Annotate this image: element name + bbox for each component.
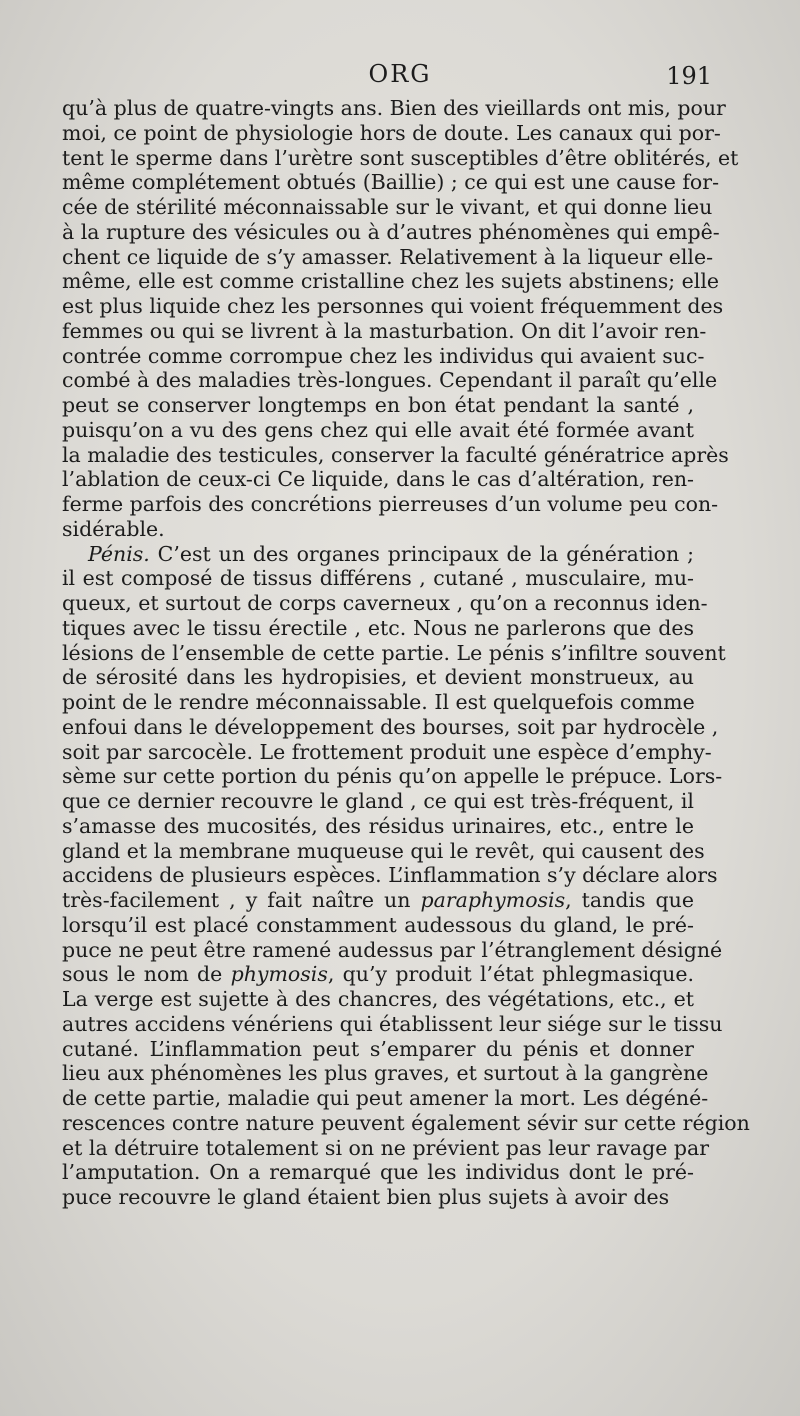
line-text: moi, ce point de physiologie hors de doute. Les canaux qui por- xyxy=(62,120,721,145)
text-line xyxy=(62,1061,709,1086)
text-line xyxy=(62,1135,710,1161)
line-text: autres accidens vénériens qui établissent leur siége sur le tissu xyxy=(62,1011,723,1036)
text-line xyxy=(62,318,707,344)
text-line xyxy=(62,442,729,468)
line-text: cutané. L’inflammation peut s’emparer du pénis et donner xyxy=(62,1036,694,1061)
line-text: La verge est sujette à des chancres, des végétations, etc., et xyxy=(62,987,694,1011)
running-head: ORG xyxy=(368,60,432,88)
text-line xyxy=(62,913,694,938)
text-line xyxy=(62,393,694,418)
text-line xyxy=(62,96,726,121)
text-line xyxy=(62,665,694,690)
italic-term: paraphymosis xyxy=(420,888,566,912)
line-text: sous le nom de xyxy=(62,962,231,987)
line-text: puce ne peut être ramené audessus par l’étranglement désigné xyxy=(62,937,723,962)
text-line xyxy=(62,863,718,888)
line-text: s’amasse des mucosités, des résidus urinaires, etc., entre le xyxy=(62,813,694,838)
text-line xyxy=(62,244,714,270)
line-text: il est composé de tissus différens , cutané , musculaire, mu- xyxy=(62,566,694,591)
text-line xyxy=(62,195,713,220)
text-line xyxy=(62,764,723,789)
line-text: qu’à plus de quatre-vingts ans. Bien des vieillards ont mis, pour xyxy=(62,96,726,120)
line-text: puce recouvre le gland étaient bien plus sujets à avoir des xyxy=(62,1185,670,1209)
text-line xyxy=(62,1037,694,1062)
line-text: est plus liquide chez les personnes qui voient fréquemment des xyxy=(62,294,724,318)
line-text: la maladie des testicules, conserver la faculté génératrice après xyxy=(62,442,729,467)
text-line xyxy=(62,492,719,517)
text-line xyxy=(62,690,694,715)
line-text: que ce dernier recouvre le gland , ce qui est très-fréquent, il xyxy=(62,789,694,813)
text-line xyxy=(62,368,718,393)
line-text: même complétement obtués (Baillie) ; ce qui est une cause for- xyxy=(62,170,720,195)
line-text: l’ablation de ceux-ci Ce liquide, dans le cas d’altération, ren- xyxy=(62,467,694,492)
line-text: chent ce liquide de s’y amasser. Relativement à la liqueur elle- xyxy=(62,244,714,269)
line-text: enfoui dans le développement des bourses, soit par hydrocèle , xyxy=(62,714,719,739)
line-text: ferme parfois des concrétions pierreuses d’un volume peu con- xyxy=(62,492,719,516)
line-text: de sérosité dans les hydropisies, et devient monstrueux, au xyxy=(62,665,694,690)
text-line xyxy=(62,566,694,591)
line-text: contrée comme corrompue chez les individus qui avaient suc- xyxy=(62,343,705,368)
text-line xyxy=(62,987,694,1012)
text-line xyxy=(62,145,739,171)
page-header xyxy=(0,58,800,92)
line-text: combé à des maladies très-longues. Cependant il paraît qu’elle xyxy=(62,368,718,393)
line-text: même, elle est comme cristalline chez les sujets abstinens; elle xyxy=(62,269,720,294)
line-text: C’est un des organes principaux de la génération ; xyxy=(149,541,694,566)
line-text: soit par sarcocèle. Le frottement produit une espèce d’emphy- xyxy=(62,739,712,764)
line-text: de cette partie, maladie qui peut amener la mort. Les dégéné- xyxy=(62,1086,709,1110)
line-text: accidens de plusieurs espèces. L’inflammation s’y déclare alors xyxy=(62,863,718,888)
body-text xyxy=(62,96,750,1210)
line-text: gland et la membrane muqueuse qui le revêt, qui causent des xyxy=(62,838,705,863)
text-line xyxy=(62,1160,694,1185)
text-line xyxy=(62,640,726,666)
line-text: tent le sperme dans l’urètre sont susceptibles d’être oblitérés, et xyxy=(62,145,739,170)
line-text: lésions de l’ensemble de cette partie. Le pénis s’infiltre souvent xyxy=(62,640,726,665)
line-text: tiques avec le tissu érectile , etc. Nous ne parlerons que des xyxy=(62,615,694,640)
text-line xyxy=(62,170,720,195)
italic-term: phymosis xyxy=(230,962,328,987)
text-line xyxy=(62,591,708,616)
text-line xyxy=(62,542,694,567)
text-line xyxy=(62,714,719,740)
line-text: queux, et surtout de corps caverneux , qu’on a reconnus iden- xyxy=(62,591,708,615)
text-line xyxy=(62,418,694,443)
text-line xyxy=(62,343,705,369)
text-line xyxy=(62,888,694,913)
text-line xyxy=(62,219,720,245)
line-text: lorsqu’il est placé constamment audessous du gland, le pré- xyxy=(62,912,694,937)
line-text-after: , qu’y produit l’état phlegmasique. xyxy=(327,962,695,987)
line-text: sème sur cette portion du pénis qu’on appelle le prépuce. Lors- xyxy=(62,764,723,789)
line-text: l’amputation. On a remarqué que les individus dont le pré- xyxy=(62,1160,694,1185)
line-text: peut se conserver longtemps en bon état pendant la santé , xyxy=(62,393,694,417)
line-text: et la détruire totalement si on ne prévient pas leur ravage par xyxy=(62,1135,710,1160)
text-line xyxy=(62,937,723,963)
text-line xyxy=(62,616,694,641)
page-number: 191 xyxy=(666,62,712,90)
text-line xyxy=(62,269,720,294)
line-text: lieu aux phénomènes les plus graves, et surtout à la gangrène xyxy=(62,1061,709,1086)
line-text: puisqu’on a vu des gens chez qui elle avait été formée avant xyxy=(62,417,694,442)
text-line xyxy=(62,1086,709,1111)
text-line xyxy=(62,739,712,765)
line-text-after: , tandis que xyxy=(565,888,694,912)
text-line xyxy=(62,467,694,492)
line-text: très-facilement , y fait naître un xyxy=(62,888,421,912)
text-line xyxy=(62,789,694,814)
line-text: femmes ou qui se livrent à la masturbation. On dit l’avoir ren- xyxy=(62,318,707,343)
line-text: cée de stérilité méconnaissable sur le vivant, et qui donne lieu xyxy=(62,195,713,219)
text-line xyxy=(62,1110,750,1136)
line-text: à la rupture des vésicules ou à d’autres phénomènes qui empê- xyxy=(62,219,720,244)
line-text: sidérable. xyxy=(62,516,165,541)
text-line xyxy=(62,1011,723,1037)
line-text: point de le rendre méconnaissable. Il est quelquefois comme xyxy=(62,690,695,714)
text-line xyxy=(62,1185,694,1210)
text-line xyxy=(62,838,705,864)
text-line xyxy=(62,962,694,987)
text-line xyxy=(62,814,694,839)
line-text: rescences contre nature peuvent également sévir sur cette région xyxy=(62,1110,750,1135)
text-line xyxy=(62,517,694,542)
section-lead: Pénis. xyxy=(88,541,150,566)
text-line xyxy=(62,120,721,146)
text-line xyxy=(62,294,724,319)
